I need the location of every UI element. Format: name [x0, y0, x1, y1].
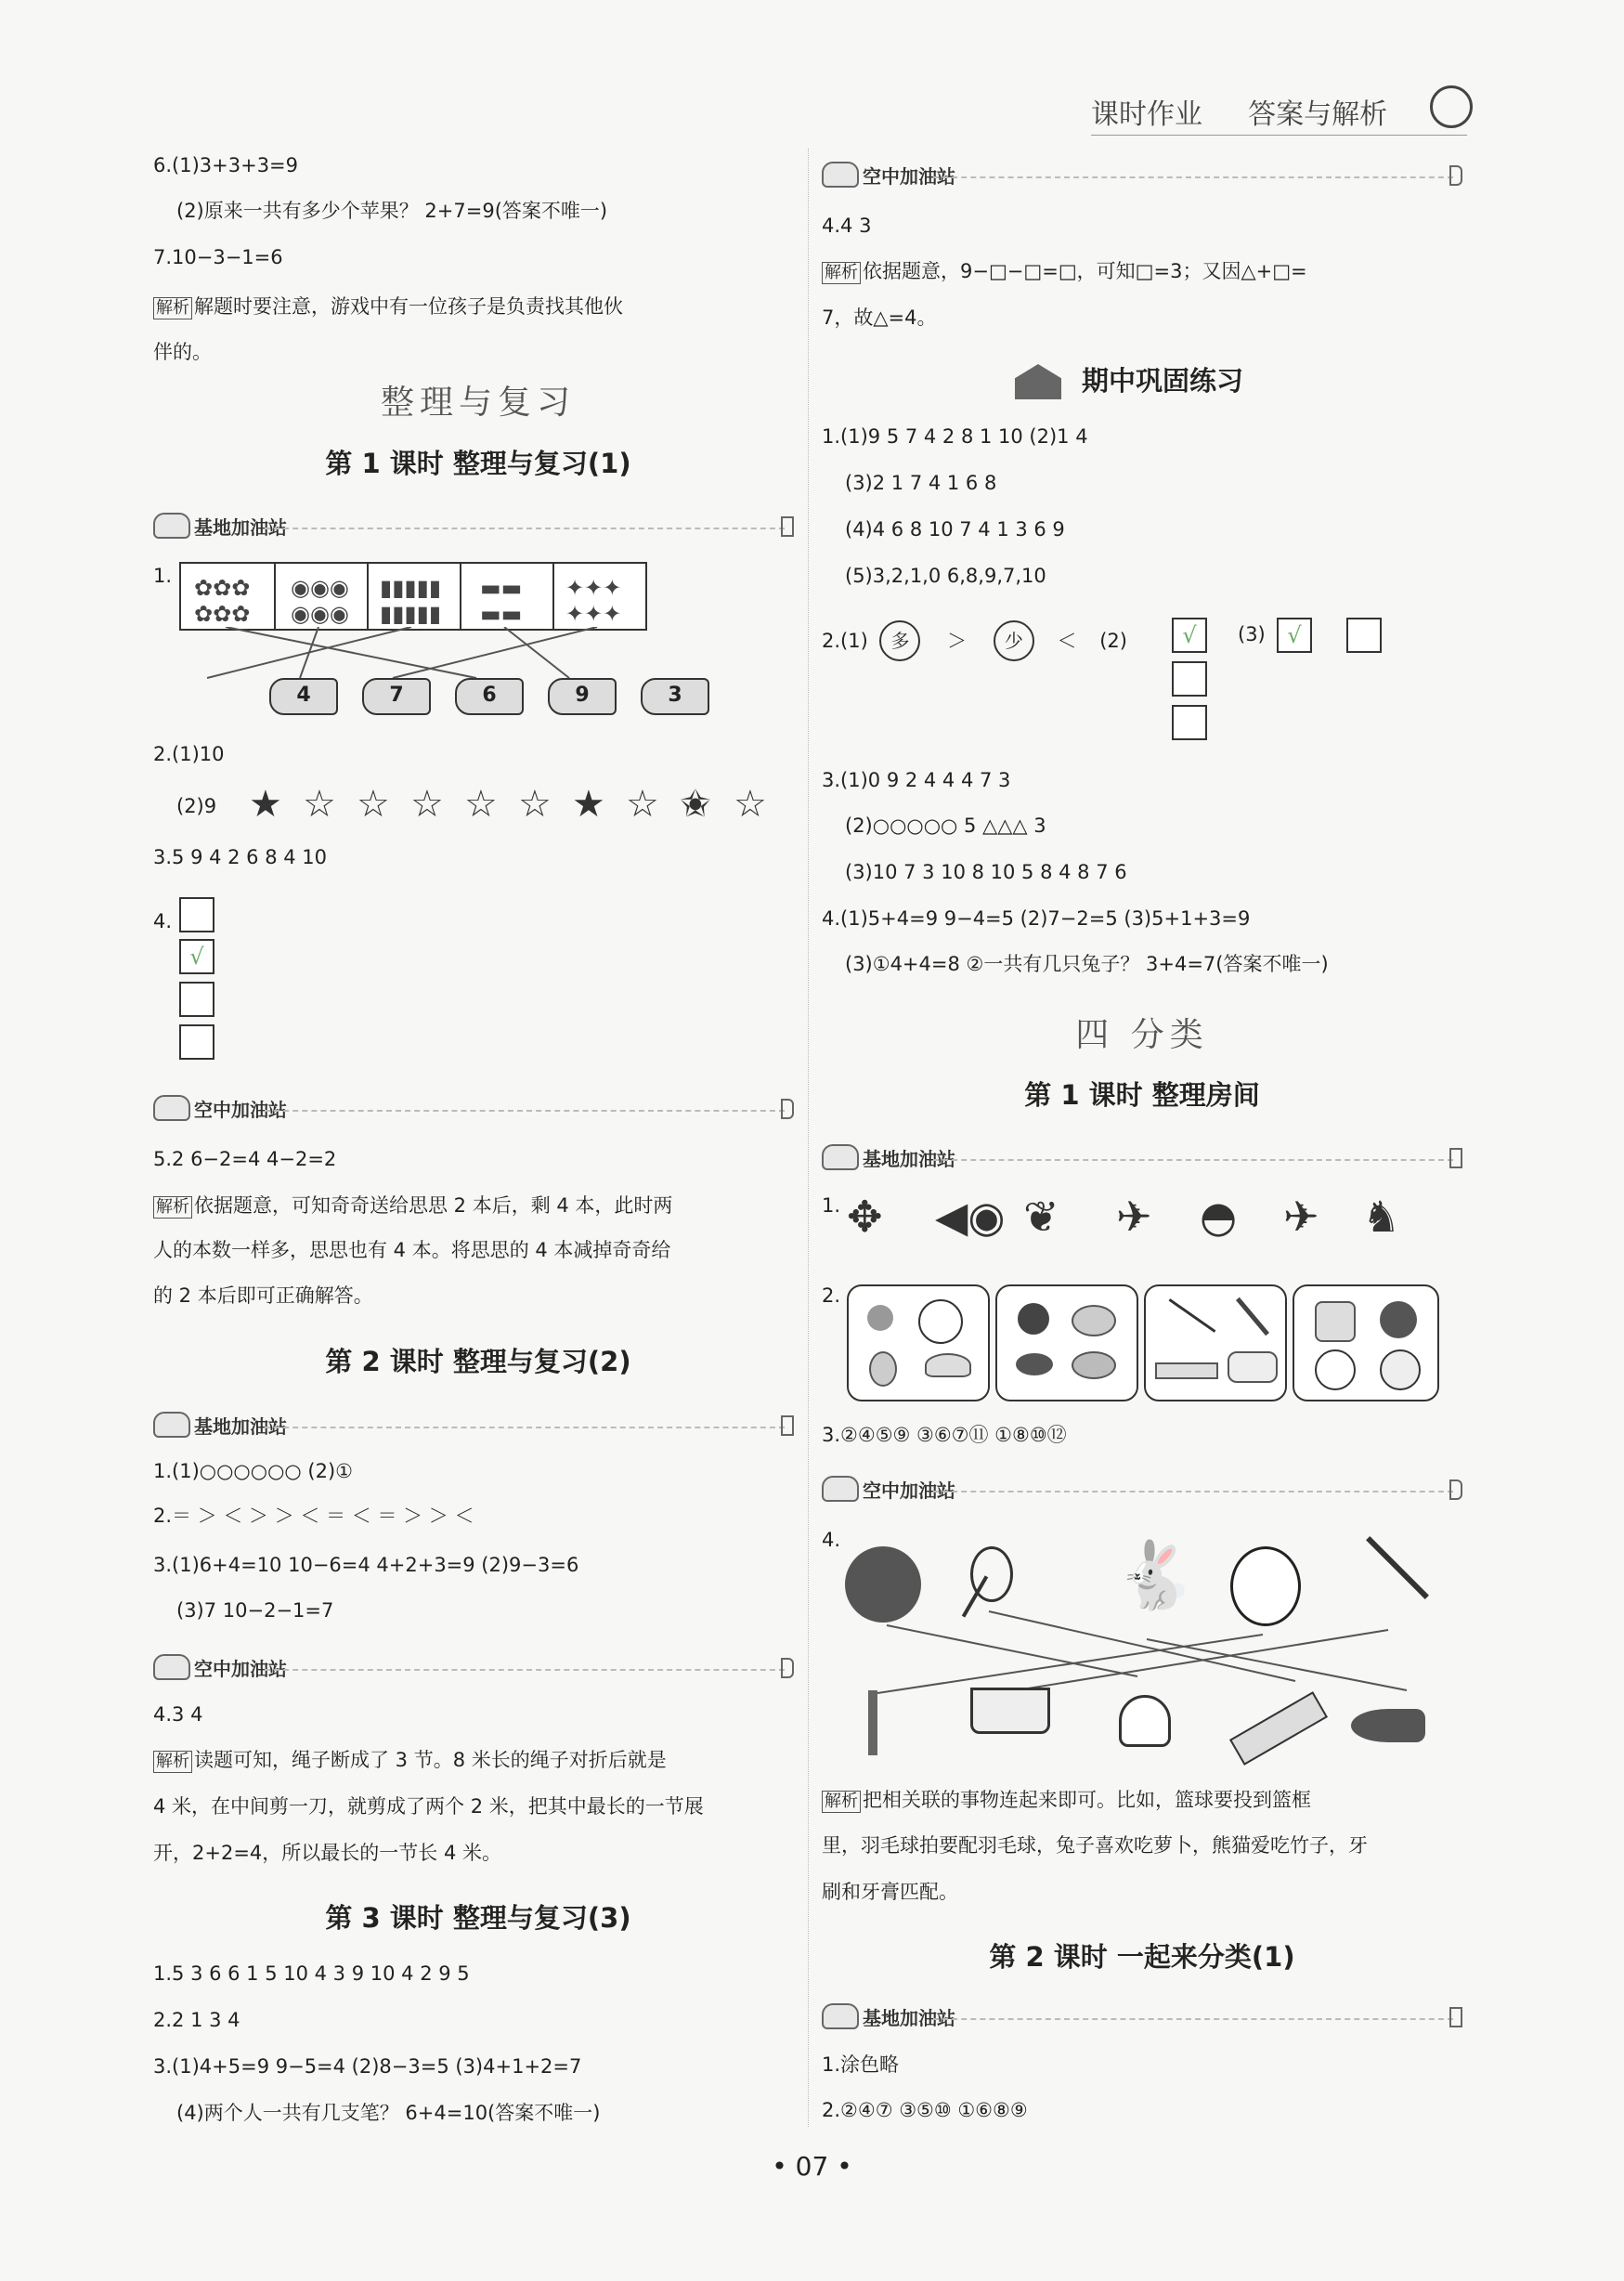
header-rule [1091, 135, 1467, 136]
m-q1-3: (4)4 6 8 10 7 4 1 3 6 9 [845, 518, 1065, 541]
car-icon [822, 2003, 859, 2029]
u4-q4: 4. [822, 1529, 841, 1551]
u4-q1-animals [847, 1189, 1460, 1254]
r-q4-analysis-1: 解析 依据题意，9−□−□=□，可知□=3；又因△+□= [822, 257, 1307, 285]
header-logo-icon [1430, 85, 1473, 128]
header-title: 课时作业 [1091, 98, 1202, 131]
checkbox [179, 897, 214, 932]
lesson2-title: 第 2 课时 整理与复习(2) [325, 1346, 631, 1377]
unit4-title: 四 分类 [1075, 1016, 1209, 1054]
l1-q2-a: 2.(1)10 [153, 743, 225, 765]
m-q2-part3: (3) [1238, 623, 1266, 645]
star-icon: ☆ [357, 783, 390, 826]
l1-q1-picture-row [179, 562, 647, 631]
l1-q5: 5.2 6−2=4 4−2=2 [153, 1148, 337, 1170]
flag-icon [781, 1099, 794, 1119]
unit-title-review: 整理与复习 [380, 384, 576, 422]
l1-q1-match-lines [179, 627, 643, 683]
car-icon [153, 1412, 190, 1438]
checkbox [1346, 618, 1382, 653]
base-station-header: 基地加油站 [153, 1408, 794, 1441]
flag-icon [1449, 165, 1462, 186]
butterfly-icon: ❦ [1023, 1192, 1059, 1242]
l2-q4-analysis-1: 解析 读题可知，绳子断成了 3 节。8 米长的绳子对折后就是 [153, 1746, 667, 1774]
m-q1-1: 1.(1)9 5 7 4 2 8 1 10 (2)1 4 [822, 425, 1088, 448]
u4-q1: 1. [822, 1194, 841, 1217]
left-q7-analysis-2: 伴的。 [153, 341, 212, 363]
r-q4: 4.4 3 [822, 215, 872, 237]
checkbox: √ [179, 939, 214, 974]
base-station-header: 基地加油站 [153, 509, 794, 542]
fish-icon: ◀◉ [935, 1192, 1006, 1242]
dragonfly-icon: ✥ [847, 1192, 883, 1242]
r-q4-analysis-2: 7，故△=4。 [822, 306, 937, 329]
l1-q1-tags [269, 678, 706, 715]
group-b-icon: ◉◉◉ ◉◉◉ [291, 575, 349, 627]
star-icon: ★ [572, 783, 605, 826]
m-q1-4: (5)3,2,1,0 6,8,9,7,10 [845, 565, 1046, 587]
u4-q3: 3.②④⑤⑨ ③⑥⑦⑪ ①⑧⑩⑫ [822, 1424, 1067, 1446]
air-station-header: 空中加油站 [153, 1650, 794, 1684]
air-station-header: 空中加油站 [822, 1472, 1462, 1505]
l2-q1: 1.(1)○○○○○○ (2)① [153, 1460, 353, 1482]
battery-icon [1449, 1148, 1462, 1168]
plane-icon [153, 1654, 190, 1680]
battery-icon [781, 1415, 794, 1436]
car-icon [822, 1144, 859, 1170]
l3-q3-b: (4)两个人一共有几支笔？ 6+4=10(答案不唯一) [176, 2102, 601, 2124]
battery-icon [781, 516, 794, 537]
m-q3-3: (3)10 7 3 10 8 10 5 8 4 8 7 6 [845, 861, 1127, 883]
analysis-tag: 解析 [153, 297, 192, 319]
bird-icon: ✈ [1116, 1192, 1152, 1242]
header-subtitle: 答案与解析 [1248, 98, 1388, 131]
base-station-header: 基地加油站 [822, 1140, 1462, 1174]
checkbox: √ [1277, 618, 1312, 653]
m-q2: 2.(1) 多 ＞ 少 ＜ (2) [822, 620, 1127, 661]
column-divider [808, 149, 809, 2127]
m-q1-2: (3)2 1 7 4 1 6 8 [845, 472, 997, 494]
checkbox: √ [1172, 618, 1207, 653]
car-icon [153, 513, 190, 539]
checkbox [179, 982, 214, 1017]
l2-q3-a: 3.(1)6+4=10 10−6=4 4+2+3=9 (2)9−3=6 [153, 1554, 579, 1576]
star-icon: ★ [249, 783, 282, 826]
l3-q1: 1.5 3 6 6 1 5 10 4 3 9 10 4 2 9 5 [153, 1962, 470, 1985]
m-q4-2: (3)①4+4=8 ②一共有几只兔子？ 3+4=7(答案不唯一) [845, 953, 1329, 975]
u4-q4-matching [840, 1528, 1453, 1760]
checkbox [1172, 661, 1207, 697]
bird-icon: ✈ [1283, 1192, 1319, 1242]
checkbox [179, 1024, 214, 1060]
price-tag: 4 [269, 678, 338, 715]
u4-q4-analysis-3: 刷和牙膏匹配。 [822, 1881, 958, 1903]
left-q6-line2: (2)原来一共有多少个苹果？ 2+7=9(答案不唯一) [176, 200, 608, 222]
m-q3-1: 3.(1)0 9 2 4 4 4 7 3 [822, 769, 1011, 791]
u4-q4-analysis-1: 解析 把相关联的事物连起来即可。比如，篮球要投到篮框 [822, 1786, 1311, 1814]
l1-q1-label: 1. [153, 565, 173, 587]
l1-q5-analysis-2: 人的本数一样多，思思也有 4 本。将思思的 4 本减掉奇奇给 [153, 1239, 671, 1261]
plane-icon [153, 1095, 190, 1121]
l1-q2-stars [249, 783, 778, 827]
basket-icon [970, 1688, 1050, 1734]
l3-q3-a: 3.(1)4+5=9 9−5=4 (2)8−3=5 (3)4+1+2=7 [153, 2055, 582, 2078]
l1-q5-analysis-3: 的 2 本后即可正确解答。 [153, 1284, 373, 1307]
checkbox [1172, 705, 1207, 740]
l1-q2-b: (2)9 [176, 795, 217, 817]
category-box-balls [1293, 1284, 1439, 1401]
lesson3-title: 第 3 课时 整理与复习(3) [325, 1902, 631, 1934]
house-icon [1015, 364, 1061, 399]
group-c-icon: ▮▮▮▮▮ ▮▮▮▮▮ [380, 575, 442, 627]
u4-q4-analysis-2: 里，羽毛球拍要配羽毛球，兔子喜欢吃萝卜，熊猫爱吃竹子，牙 [822, 1834, 1368, 1857]
m-q3-2: (2)○○○○○ 5 △△△ 3 [845, 815, 1046, 837]
rabbit-icon: 🐇 [1114, 1537, 1196, 1613]
category-box-fruit [847, 1284, 990, 1401]
circled-answer: 少 [994, 620, 1034, 661]
star-icon: ☆ [626, 783, 659, 826]
elephant-icon: ♞ [1362, 1192, 1401, 1242]
plane-icon [822, 1476, 859, 1502]
l3-q2: 2.2 1 3 4 [153, 2009, 240, 2031]
left-q6-line1: 6.(1)3+3+3=9 [153, 154, 299, 176]
l2-q4-analysis-3: 开，2+2=4，所以最长的一节长 4 米。 [153, 1842, 501, 1864]
turtle-icon: ◓ [1200, 1192, 1238, 1242]
left-q7: 7.10−3−1=6 [153, 246, 283, 268]
star-icon: ☆ [734, 783, 767, 826]
l2-q2: 2.＝ ＞ ＜ ＞ ＞ ＜ ＝ ＜ ＝ ＞ ＞ ＜ [153, 1505, 474, 1527]
star-icon: ☆ [518, 783, 552, 826]
l2-q4-analysis-2: 4 米，在中间剪一刀，就剪成了两个 2 米，把其中最长的一节展 [153, 1795, 704, 1818]
star-icon: ☆ [303, 783, 336, 826]
u4l2-q2: 2.②④⑦ ③⑤⑩ ①⑥⑧⑨ [822, 2099, 1028, 2121]
page-header [1091, 91, 1387, 132]
u4-lesson1-title: 第 1 课时 整理房间 [1024, 1079, 1260, 1111]
shuttlecock-icon [1119, 1695, 1171, 1747]
l2-q4: 4.3 4 [153, 1703, 203, 1726]
l1-q4: 4. [153, 910, 173, 932]
flag-icon [781, 1658, 794, 1678]
price-tag: 9 [548, 678, 617, 715]
l1-q3: 3.5 9 4 2 6 8 4 10 [153, 846, 328, 868]
lesson1-title: 第 1 课时 整理与复习(1) [325, 448, 631, 479]
u4-q2: 2. [822, 1284, 841, 1307]
group-e-icon: ✦✦✦ ✦✦✦ [565, 575, 622, 627]
star-icon: ☆ [410, 783, 444, 826]
price-tag: 3 [641, 678, 709, 715]
air-station-header: 空中加油站 [822, 158, 1462, 191]
star-icon: ✬ [680, 783, 711, 826]
battery-icon [1449, 2007, 1462, 2027]
air-station-header: 空中加油站 [153, 1091, 794, 1125]
l1-q5-analysis-1: 解析 依据题意，可知奇奇送给思思 2 本后，剩 4 本，此时两 [153, 1192, 672, 1219]
midterm-title: 期中巩固练习 [1082, 365, 1244, 397]
bamboo-icon [868, 1690, 877, 1755]
category-box-food [995, 1284, 1138, 1401]
plane-icon [822, 162, 859, 188]
u4-lesson2-title: 第 2 课时 一起来分类(1) [989, 1941, 1295, 1973]
carrot-icon [1351, 1709, 1425, 1742]
price-tag: 7 [362, 678, 431, 715]
category-box-stationery [1144, 1284, 1287, 1401]
circled-answer: 多 [879, 620, 920, 661]
price-tag: 6 [455, 678, 524, 715]
left-q7-analysis-1: 解析 解题时要注意，游戏中有一位孩子是负责找其他伙 [153, 293, 623, 320]
flag-icon [1449, 1479, 1462, 1500]
u4l2-q1: 1.涂色略 [822, 2053, 900, 2076]
l2-q3-b: (3)7 10−2−1=7 [176, 1599, 334, 1622]
page-number: • 07 • [772, 2151, 852, 2182]
group-a-icon: ✿✿✿ ✿✿✿ [194, 575, 251, 627]
base-station-header: 基地加油站 [822, 2000, 1462, 2033]
group-d-icon: ▬▬ ▬▬ [480, 575, 523, 627]
m-q4-1: 4.(1)5+4=9 9−4=5 (2)7−2=5 (3)5+1+3=9 [822, 907, 1251, 930]
star-icon: ☆ [464, 783, 498, 826]
